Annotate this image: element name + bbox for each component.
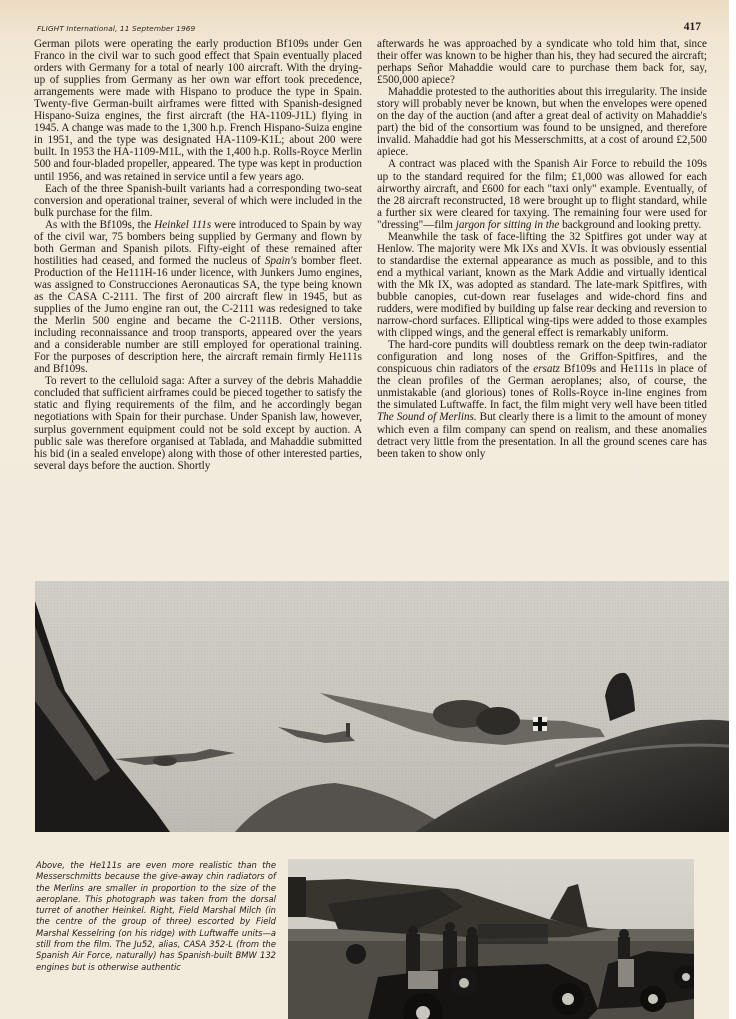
italic-text: Heinkel 111s <box>154 218 212 231</box>
paragraph <box>34 183 362 219</box>
paragraph <box>377 38 707 86</box>
text-run: Mahaddie protested to the authorities about this irregularity. The inside story will probably never be known, but when the envelopes were opened on the day of the auction (and after a great deal of activity on Mahaddie's part) the bid of the consortium was found to be unsigned, and therefore invalid. Mahaddie had got his Messerschmitts, at a cost of around £2,500 apiece. <box>377 86 707 159</box>
paragraph <box>34 375 362 471</box>
photo-heinkel-formation <box>35 581 729 832</box>
paragraph <box>377 231 707 339</box>
italic-text: ersatz <box>533 363 560 376</box>
paragraph <box>34 219 362 376</box>
paragraph <box>377 158 707 230</box>
italic-text: The Sound of Merlins. <box>377 411 477 424</box>
ju52-staff-cars-image <box>288 859 694 1019</box>
text-run: afterwards he was approached by a syndicate who told him that, since their offer was known to be higher than his, they had secured the aircraft; perhaps Señor Mahaddie would care to purchase them back for, say, £500,000 apiece? <box>377 38 707 87</box>
italic-text: Spain's <box>264 254 297 267</box>
page-number: 417 <box>683 21 701 33</box>
text-run: Each of the three Spanish-built variants had a corresponding two-seat conversion and operational trainer, several of which were included in the bulk purchase for the film. <box>34 182 362 219</box>
text-run: As with the Bf109s, the <box>45 218 155 231</box>
paragraph <box>34 38 362 183</box>
text-run: The hard-core pundits will doubtless remark on the deep twin-radiator configuration and long noses of the Griffon-Spitfires, and the conspicuous chin radiators of the <box>377 339 707 376</box>
text-run: But clearly there is a limit to the amount of money which even a film company can spend on realism, and these anomalies detract very little from the presentation. In all the ground scenes care has been taken to show only <box>377 411 707 460</box>
text-run: background and looking pretty. <box>559 218 702 231</box>
text-run: German pilots were operating the early production Bf109s under Gen Franco in the civil war to such good effect that Spain eventually placed orders with Germany for a total of nearly 100 aircraft. With the drying-up of supplies from Germany as her own war effort took precedence, arrangements were made with Hispano to produce the type in Spain. Twenty-five German-built airframes were fitted with Spanish-designed Hispano-Suiza engines, the first aircraft (the HA-1109-J1L) flying in 1945. A change was made to the 1,300 h.p. French Hispano-Suiza engine in 1951, and the type was designated HA-1109-K1L; about 200 were built. In 1953 the HA-1109-M1L, with the 1,400 h.p. Rolls-Royce Merlin 500 and four-bladed propeller, appeared. The type was kept in production until 1956, and was retained in service until a few years ago. <box>34 38 362 183</box>
photo-ju52-staff-cars <box>288 859 694 1019</box>
text-run: A contract was placed with the Spanish Air Force to rebuild the 109s up to the standard required for the film; £1,000 was allowed for each airworthy aircraft, and £600 for each "taxi only" example. Eventually, of the 28 aircraft reconstructed, 18 were brought up to flight standard, while a further six were cleared for taxying. The remaining four were used for "dressing"—film <box>377 158 707 231</box>
figure-caption: Above, the He111s are even more realistic than the Messerschmitts because the give-away chin radiators of the Merlins are smaller in proportion to the size of the aeroplane. This photograph was taken from the dorsal turret of another Heinkel. Right, Field Marshal Milch (in the centre of the group of three) escorted by Field Marshal Kesselring (on his ridge) with Luftwaffe units—a still from the film. The Ju52, alias, CASA 352-L (from the Spanish Air Force, naturally) has Spanish-built BMW 132 engines but is otherwise authentic <box>36 860 276 972</box>
article-column-right <box>377 38 707 460</box>
article-column-left <box>34 38 362 472</box>
paragraph <box>377 86 707 158</box>
italic-text: jargon for sitting in the <box>455 218 560 231</box>
heinkel-formation-image <box>35 581 729 832</box>
text-run: Bf109s and He111s in place of the clean profiles of the German aeroplanes; also, of course, the unmistakable (and glorious) tones of Rolls-Royce in-line engines from the simulated Luftwaffe. In fact, the film might very well have been titled <box>377 363 707 412</box>
text-run: were introduced to Spain by way of the civil war, 75 bombers being supplied by Germany and flown by both German and Spanish pilots. Fifty-eight of these remained after hostilities had ceased, and formed the nucleus of <box>34 218 362 267</box>
paragraph <box>377 339 707 459</box>
text-run: bomber fleet. Production of the He111H-16 under licence, with Junkers Jumo engines, was assigned to Construcciones Aeronauticas SA, the type being known as the CASA C-2111. The first of 200 aircraft flew in 1945, but as supplies of the Jumo engine ran out, the C-2111 was redesigned to take the Merlin 500 engine and became the C-2111B. Other versions, including reconnaissance and troop transports, appeared over the years and a considerable number are still employed for operational training. For the purposes of description here, the aircraft remain firmly He111s and Bf109s. <box>34 254 363 376</box>
running-head: FLIGHT International, 11 September 1969 <box>37 24 196 33</box>
text-run: To revert to the celluloid saga: After a survey of the debris Mahaddie concluded that sufficient airframes could be pieced together to satisfy the static and flying requirements of the film, and he accordingly began negotiations with Spain for their purchase. Under Spanish law, however, surplus government equipment could not be sold except by auction. A public sale was therefore organised at Tablada, and Mahaddie submitted his bid (in a sealed envelope) along with those of other interested parties, several days before the auction. Shortly <box>34 375 362 472</box>
text-run: Meanwhile the task of face-lifting the 32 Spitfires got under way at Henlow. The majority were Mk IXs and XVIs. It was obviously essential to standardise the external appearance as much as possible, and to this end a mythical variant, known as the Mark Addie and virtually identical with the Mk IX, was adopted as standard. The late-mark Spitfires, with bubble canopies, cut-down rear fuselages and wide-chord fins and rudders, were modified by building up false rear decking and reversion to narrow-chord surfaces. Elliptical wing-tips were added to those examples with clipped wings, and the general effect is remarkably uniform. <box>377 230 707 340</box>
